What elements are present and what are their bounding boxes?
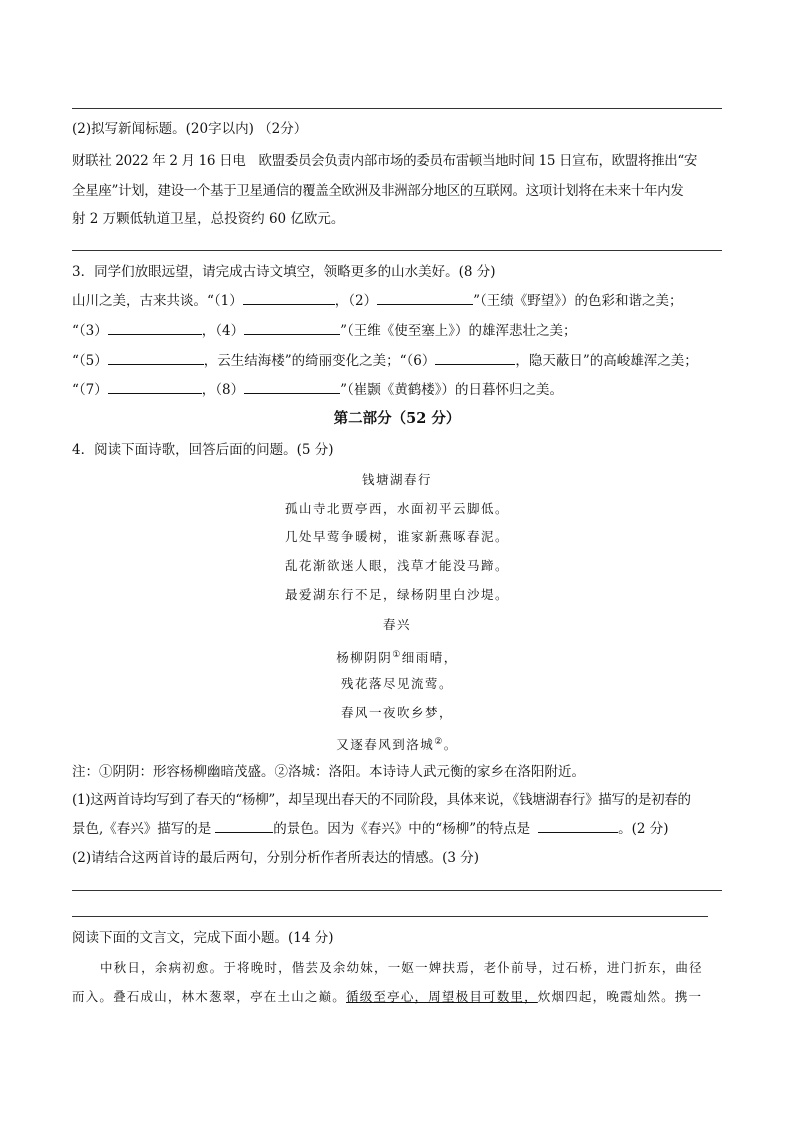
classical-line-1: 中秋日，余病初愈。于将晚时，偕芸及余幼妹，一妪一婢扶焉，老仆前导，过石桥，进门折东，曲径 <box>100 960 703 975</box>
poem2-l4-text: 又逐春风到洛城 <box>336 737 435 753</box>
classical-l2-b: 炊烟四起，晚霞灿然。携一 <box>537 989 703 1004</box>
blank-8[interactable] <box>244 379 340 394</box>
poem1-line-1: 孤山寺北贾亭西，水面初平云脚低。 <box>284 501 509 516</box>
q3-line-3 <box>72 350 698 371</box>
classical-underlined-sentence: 循级至亭心，周望极目可数里， <box>346 989 538 1004</box>
poem2-line-1 <box>0 645 794 668</box>
classical-prompt: 阅读下面的文言文，完成下面小题。(14 分) <box>72 930 334 946</box>
q3-line-1 <box>72 290 683 311</box>
poem2-l1-text: 杨柳阴阴 <box>336 650 393 666</box>
q2-news-line-2: 全星座”计划，建设一个基于卫星通信的覆盖全欧洲及非洲部分地区的互联网。这项计划将在未来十年内发 <box>72 183 684 199</box>
q4-answer-line-1 <box>72 890 722 891</box>
blank-1[interactable] <box>243 290 335 305</box>
blank-2[interactable] <box>377 290 473 305</box>
poem2-l1-text-b: 细雨晴， <box>401 650 458 666</box>
q4-answer-line-2 <box>72 916 708 917</box>
blank-7[interactable] <box>108 379 202 394</box>
q3-l2-a: “（3） <box>72 323 108 339</box>
q3-l3-a: “（5） <box>72 353 108 369</box>
blank-5[interactable] <box>108 350 204 365</box>
q4-note: 注：①阴阴：形容杨柳幽暗茂盛。②洛城：洛阳。本诗诗人武元衡的家乡在洛阳附近。 <box>72 764 585 780</box>
q3-prompt: 3．同学们放眼远望，请完成古诗文填空，领略更多的山水美好。(8 分) <box>72 264 496 280</box>
classical-line-2 <box>72 987 702 1007</box>
q4-sub1-l2-c: 。(2 分) <box>618 821 669 837</box>
q3-l1-c: ”（王绩《野望》）的色彩和谐之美； <box>473 293 683 309</box>
q2-news-line-3: 射 2 万颗低轨道卫星，总投资约 60 亿欧元。 <box>72 211 345 227</box>
blank-4[interactable] <box>244 320 340 335</box>
q3-l1-b: ，（2） <box>334 293 378 309</box>
q4-sub1-line-1: (1)这两首诗均写到了春天的“杨柳”，却呈现出春天的不同阶段，具体来说，《钱塘湖春行》描写的是初春的 <box>72 792 691 808</box>
q3-l1-a: 山川之美，古来共谈。“（1） <box>72 293 243 309</box>
q3-l2-c: ”（王维《使至塞上》）的雄浑悲壮之美； <box>340 323 577 339</box>
q4-sub1-line-2 <box>72 818 669 839</box>
q3-l2-b: ，（4） <box>201 323 245 339</box>
q3-l4-c: ”（崔颢《黄鹤楼》）的日暮怀归之美。 <box>340 382 563 398</box>
q2-news-line-1: 财联社 2022 年 2 月 16 日电 欧盟委员会负责内部市场的委员布雷顿当地时间 15 日宣布，欧盟将推出“安 <box>72 153 698 169</box>
q3-l3-b: ，云生结海楼”的绮丽变化之美；“（6） <box>203 353 436 369</box>
poem2-line-3: 春风一夜吹乡梦， <box>340 705 453 720</box>
q4-prompt: 4．阅读下面诗歌，回答后面的问题。(5 分) <box>72 442 334 458</box>
q3-l4-b: ，（8） <box>201 382 245 398</box>
poem2-title: 春兴 <box>382 617 411 632</box>
q2-answer-line <box>72 250 722 251</box>
blank-season[interactable] <box>215 818 273 833</box>
q3-line-4 <box>72 379 563 400</box>
q4-sub1-l2-a: 景色,《春兴》描写的是 <box>72 821 212 837</box>
q4-sub2: (2)请结合这两首诗的最后两句，分别分析作者所表达的情感。(3 分) <box>72 850 480 866</box>
poem1-title: 钱塘湖春行 <box>361 472 432 487</box>
answer-line-top <box>72 108 722 109</box>
q3-line-2 <box>72 320 577 341</box>
classical-l2-a: 而入。叠石成山，林木葱翠，亭在土山之巅。 <box>72 989 347 1004</box>
poem1-line-2: 几处早莺争暖树，谁家新燕啄春泥。 <box>284 529 509 544</box>
poem1-line-4: 最爱湖东行不足，绿杨阴里白沙堤。 <box>284 587 509 602</box>
poem2-l4-text-b: 。 <box>443 737 458 753</box>
blank-6[interactable] <box>435 350 515 365</box>
q4-sub1-l2-b: 的景色。因为《春兴》中的“杨柳”的特点是 <box>273 821 531 837</box>
poem1-line-3: 乱花渐欲迷人眼，浅草才能没马蹄。 <box>284 558 509 573</box>
poem2-line-2: 残花落尽见流莺。 <box>340 676 453 691</box>
blank-3[interactable] <box>108 320 202 335</box>
footnote-marker-1: ① <box>392 650 402 660</box>
q3-l4-a: “（7） <box>72 382 108 398</box>
q2-prompt: (2)拟写新闻标题。(20字以内) （2分） <box>72 121 308 137</box>
footnote-marker-2: ② <box>434 737 444 747</box>
blank-willow-feature[interactable] <box>538 818 618 833</box>
q3-l3-c: ，隐天蔽日”的高峻雄浑之美； <box>515 353 698 369</box>
part2-title: 第二部分（52 分） <box>333 410 461 427</box>
poem2-line-4 <box>0 732 794 755</box>
